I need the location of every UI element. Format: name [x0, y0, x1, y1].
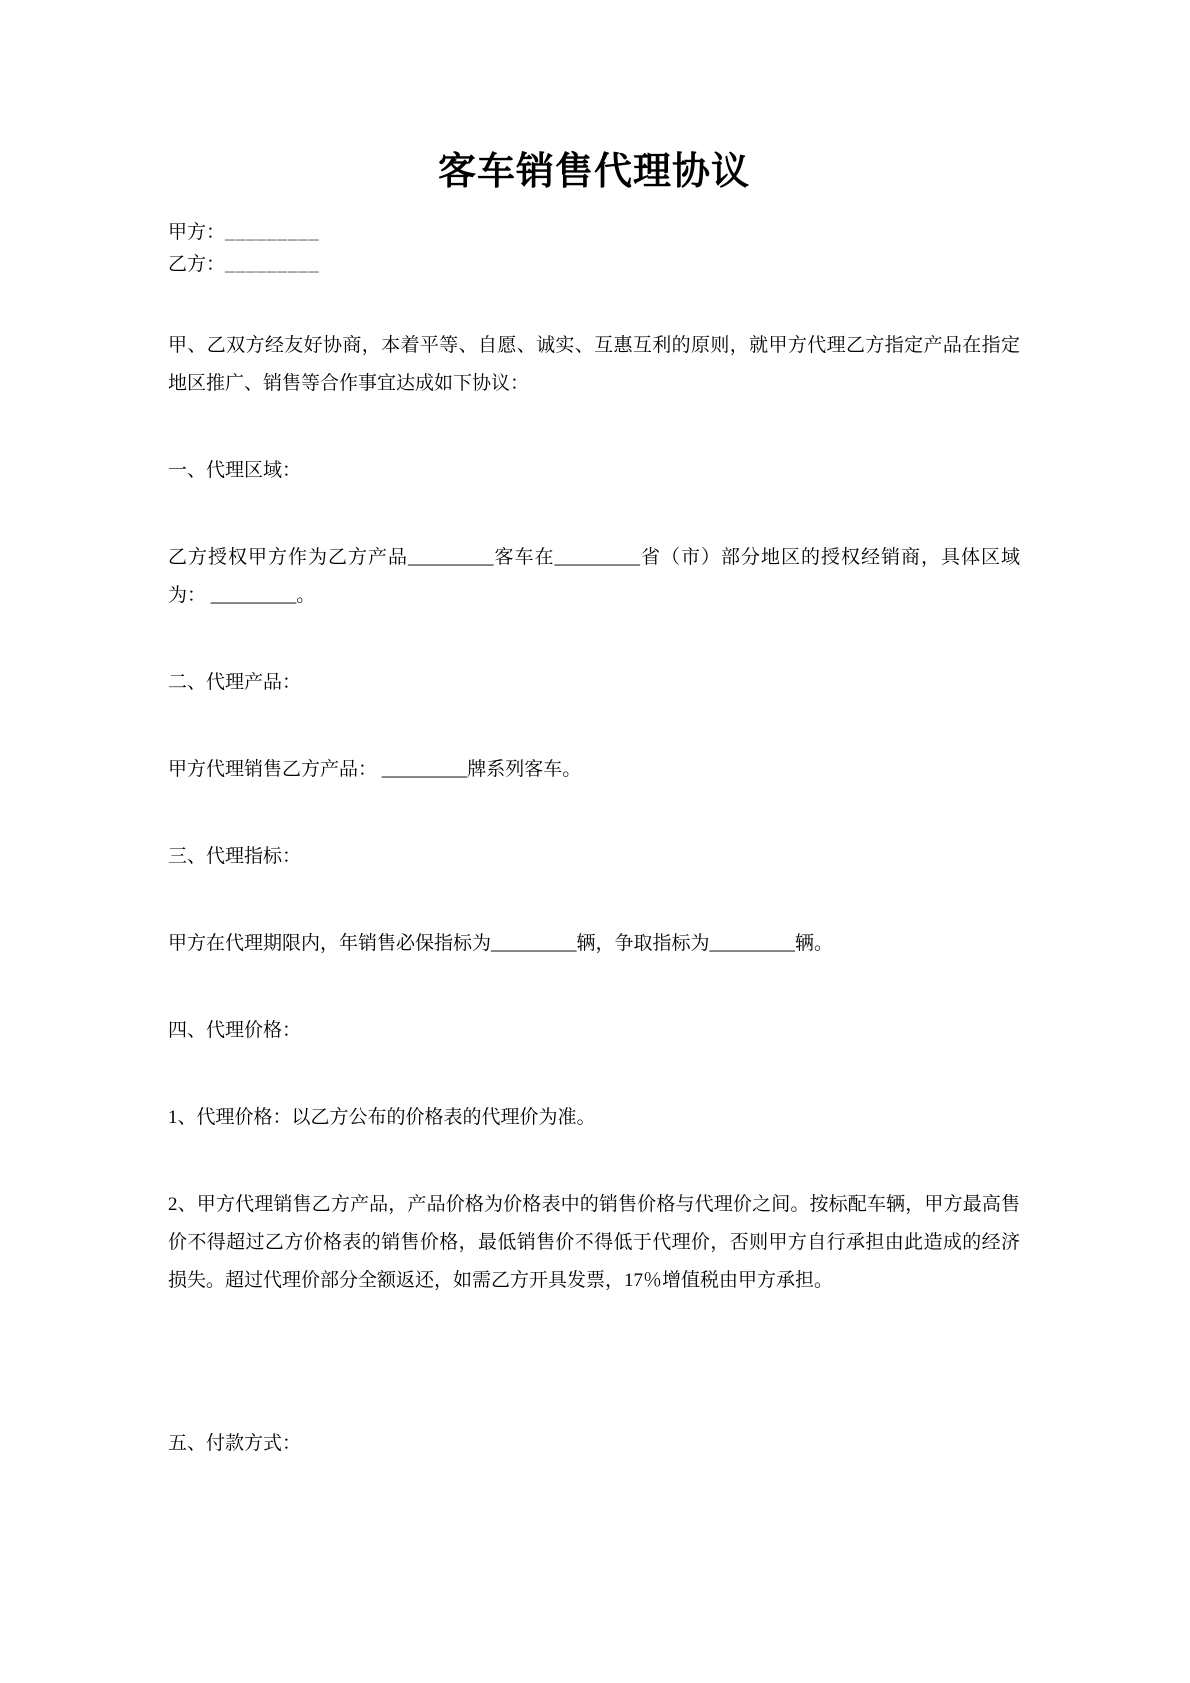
- party-a-blank: _________: [225, 222, 320, 243]
- section-3-heading: 三、代理指标：: [168, 846, 302, 867]
- document-title: 客车销售代理协议: [437, 151, 750, 193]
- section-2-body: 甲方代理销售乙方产品： _________牌系列客车。: [168, 759, 582, 780]
- section-3-body: 甲方在代理期限内，年销售必保指标为_________辆，争取指标为_________辆。: [168, 933, 834, 954]
- section-5-heading: 五、付款方式：: [168, 1433, 302, 1454]
- intro-paragraph: 甲、乙双方经友好协商，本着平等、自愿、诚实、互惠互利的原则，就甲方代理乙方指定产品在指定地区推广、销售等合作事宜达成如下协议：: [168, 335, 1020, 394]
- party-b-blank: _________: [225, 254, 320, 275]
- party-a-label: 甲方：: [168, 222, 226, 243]
- section-4-item-1: 1、代理价格：以乙方公布的价格表的代理价为准。: [168, 1107, 596, 1128]
- party-block: [168, 217, 1020, 281]
- party-a-line: [168, 217, 1020, 249]
- section-1-heading: 一、代理区域：: [168, 460, 302, 481]
- section-4-item-2: 2、甲方代理销售乙方产品，产品价格为价格表中的销售价格与代理价之间。按标配车辆，甲方最高售价不得超过乙方价格表的销售价格，最低销售价不得低于代理价，否则甲方自行承担由此造成的经济损失。超过代理价部分全额返还，如需乙方开具发票，17％增值税由甲方承担。: [168, 1194, 1020, 1291]
- section-1-body: 乙方授权甲方作为乙方产品_________客车在_________省（市）部分地区的授权经销商，具体区域为： _________。: [168, 547, 1020, 606]
- party-b-label: 乙方：: [168, 254, 226, 275]
- section-4-heading: 四、代理价格：: [168, 1020, 302, 1041]
- party-b-line: [168, 249, 1020, 281]
- section-2-heading: 二、代理产品：: [168, 672, 302, 693]
